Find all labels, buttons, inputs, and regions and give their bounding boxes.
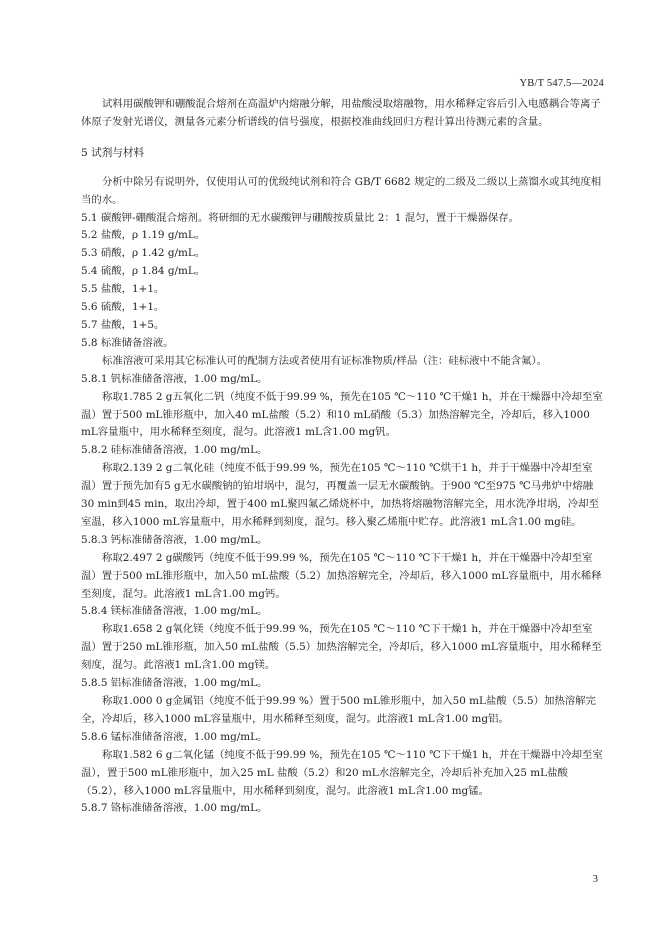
subclause-5-8-6-body: 称取1.582 6 g二氧化锰（纯度不低于99.99 %，预先在105 ℃～110 ℃下干燥1 h，并在干燥器中冷却至室温），置于500 mL锥形瓶中，加入25 mL 盐酸（5.2）和20 mL水溶解完全，冷却后补充加入25 mL盐酸（5.2），移入1000 mL容量瓶中，用水稀释到刻度，混匀。此溶液1 mL含1.00 mg锰。 [81, 748, 603, 797]
subclause-5-8-7-title: 5.8.7 铬标准储备溶液，1.00 mg/mL。 [81, 802, 268, 815]
standard-solution-note: 标准溶液可采用其它标准认可的配制方法或者使用有证标准物质/样品（注：硅标液中不能含氟）。 [102, 354, 548, 367]
subclause-5-8-2-body: 称取2.139 2 g二氧化硅（纯度不低于99.99 %，预先在105 ℃～110 ℃烘干1 h，并于干燥器中冷却至室温）置于预先加有5 g无水碳酸钠的铂坩埚中，混匀，再覆盖一层无水碳酸钠。于900 ℃至975 ℃马弗炉中熔融30 min到45 min，取出冷却，置于400 mL聚四氟乙烯烧杯中，加热将熔融物溶解完全，用水洗净坩埚，冷却至室温，移入1000 mL容量瓶中，用水稀释到刻度，混匀。移入聚乙烯瓶中贮存。此溶液1 mL含1.00 mg硅。 [81, 462, 599, 528]
reagent-item-5-5: 5.5 盐酸，1+1。 [81, 283, 165, 296]
reagent-item-5-4: 5.4 硫酸，ρ 1.84 g/mL。 [81, 265, 206, 278]
subclause-5-8-1-title: 5.8.1 钒标准储备溶液，1.00 mg/mL。 [81, 372, 268, 385]
method-principle-paragraph: 试料用碳酸钾和硼酸混合熔剂在高温炉内熔融分解，用盐酸浸取熔融物，用水稀释定容后引入电感耦合等离子体原子发射光谱仪，测量各元素分析谱线的信号强度，根据校准曲线回归方程计算出待测元素的含量。 [81, 98, 601, 128]
reagent-item-5-2: 5.2 盐酸，ρ 1.19 g/mL。 [81, 229, 206, 242]
subclause-5-8-3-title: 5.8.3 钙标准储备溶液，1.00 mg/mL。 [81, 533, 268, 546]
subclause-5-8-2-title: 5.8.2 硅标准储备溶液，1.00 mg/mL。 [81, 444, 268, 457]
section-5-lead-paragraph: 分析中除另有说明外，仅使用认可的优级纯试剂和符合 GB/T 6682 规定的二级及二级以上蒸馏水或其纯度相当的水。 [81, 175, 602, 206]
subclause-5-8-4-title: 5.8.4 镁标准储备溶液，1.00 mg/mL。 [81, 605, 268, 618]
reagent-item-5-7: 5.7 盐酸，1+5。 [81, 318, 165, 331]
page-content [81, 96, 605, 818]
subclause-5-8-1-body: 称取1.785 2 g五氧化二钒（纯度不低于99.99 %，预先在105 ℃～110 ℃干燥1 h，并在干燥器中冷却至室温）置于500 mL锥形瓶中，加入40 mL盐酸（5.2）和10 mL硝酸（5.3）加热溶解完全，冷却后，移入1000 mL容量瓶中，用水稀释至刻度，混匀。此溶液1 mL含1.00 mg钒。 [81, 390, 603, 439]
section-5-heading: 5 试剂与材料 [81, 146, 145, 159]
reagent-item-5-6: 5.6 硫酸，1+1。 [81, 301, 165, 314]
reagent-item-5-1: 5.1 碳酸钾-硼酸混合熔剂。将研细的无水碳酸钾与硼酸按质量比 2：1 混匀，置于干燥器保存。 [81, 211, 520, 224]
page-number: 3 [592, 874, 598, 885]
subclause-5-8-6-title: 5.8.6 锰标准储备溶液，1.00 mg/mL。 [81, 730, 268, 743]
subclause-5-8-5-title: 5.8.5 铝标准储备溶液，1.00 mg/mL。 [81, 677, 268, 690]
reagent-item-5-8: 5.8 标准储备溶液。 [81, 336, 174, 349]
subclause-5-8-5-body: 称取1.000 0 g金属铝（纯度不低于99.99 %）置于500 mL锥形瓶中，加入50 mL盐酸（5.5）加热溶解完全，冷却后，移入1000 mL容量瓶中，用水稀释至刻度，混匀。此溶液1 mL含1.00 mg铝。 [81, 695, 596, 725]
subclause-5-8-3-body: 称取2.497 2 g碳酸钙（纯度不低于99.99 %，预先在105 ℃～110 ℃下干燥1 h，并在干燥器中冷却至室温）置于500 mL锥形瓶中，加入50 mL盐酸（5.2）加热溶解完全，冷却后，移入1000 mL容量瓶中，用水稀释至刻度，混匀。此溶液1 mL含1.00 mg钙。 [81, 551, 602, 600]
standard-number: YB/T 547.5—2024 [519, 78, 604, 89]
subclause-5-8-4-body: 称取1.658 2 g氧化镁（纯度不低于99.99 %，预先在105 ℃～110 ℃下干燥1 h，并在干燥器中冷却至室温）置于250 mL锥形瓶，加入50 mL盐酸（5.5）加热溶解完全，冷却后，移入1000 mL容量瓶中，用水稀释至刻度，混匀。此溶液1 mL含1.00 mg镁。 [81, 623, 602, 672]
reagent-item-5-3: 5.3 硝酸，ρ 1.42 g/mL。 [81, 247, 206, 260]
